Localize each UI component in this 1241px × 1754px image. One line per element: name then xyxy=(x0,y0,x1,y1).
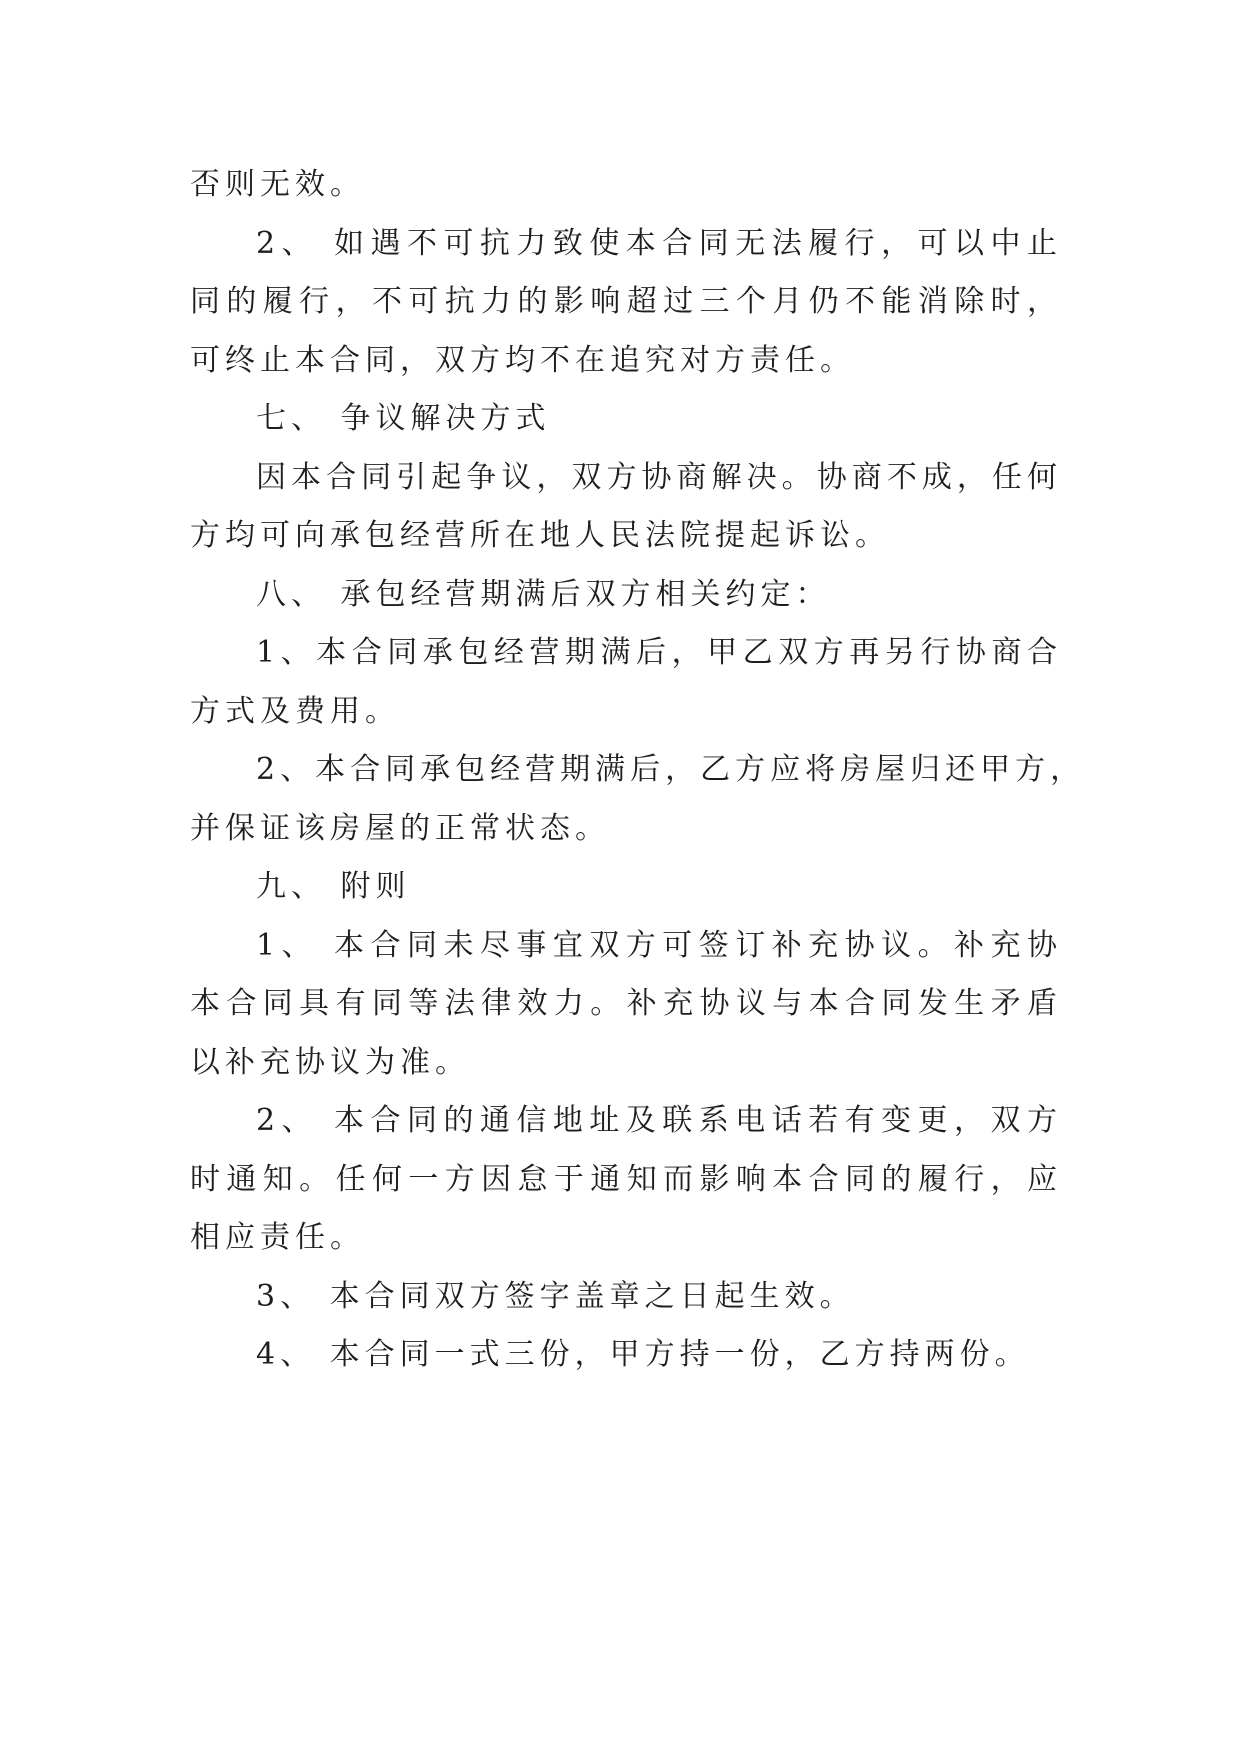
text-line: 1、本合同承包经营期满后，甲乙双方再另行协商合 xyxy=(256,635,1062,670)
text-line: 方均可向承包经营所在地人民法院提起诉讼。 xyxy=(190,518,890,553)
text-line: 3、 本合同双方签字盖章之日起生效。 xyxy=(256,1278,855,1314)
text-line: 并保证该房屋的正常状态。 xyxy=(190,810,610,846)
text-line: 相应责任。 xyxy=(190,1220,365,1255)
text-line: 2、本合同承包经营期满后，乙方应将房屋归还甲方， xyxy=(256,752,1086,787)
text-line: 同的履行，不可抗力的影响超过三个月仍不能消除时， xyxy=(190,284,1062,319)
text-line: 2、 如遇不可抗力致使本合同无法履行，可以中止 xyxy=(256,225,1062,261)
text-line: 因本合同引起争议，双方协商解决。协商不成，任何 xyxy=(256,459,1062,495)
text-line: 1、 本合同未尽事宜双方可签订补充协议。补充协 xyxy=(256,927,1062,963)
text-line: 本合同具有同等法律效力。补充协议与本合同发生矛盾 xyxy=(190,986,1062,1021)
text-line: 4、 本合同一式三份，甲方持一份，乙方持两份。 xyxy=(256,1337,1030,1372)
text-line: 以补充协议为准。 xyxy=(190,1044,470,1080)
text-line: 可终止本合同，双方均不在追究对方责任。 xyxy=(190,342,855,378)
text-line: 方式及费用。 xyxy=(190,693,400,729)
section-heading: 七、 争议解决方式 xyxy=(256,401,551,436)
text-line: 否则无效。 xyxy=(190,167,365,202)
section-heading: 八、 承包经营期满后双方相关约定： xyxy=(256,576,831,612)
section-heading: 九、 附则 xyxy=(256,869,411,904)
contract-text xyxy=(190,156,1086,1385)
text-line: 时通知。任何一方因怠于通知而影响本合同的履行，应 xyxy=(190,1161,1062,1197)
text-line: 2、 本合同的通信地址及联系电话若有变更，双方 xyxy=(256,1103,1062,1138)
